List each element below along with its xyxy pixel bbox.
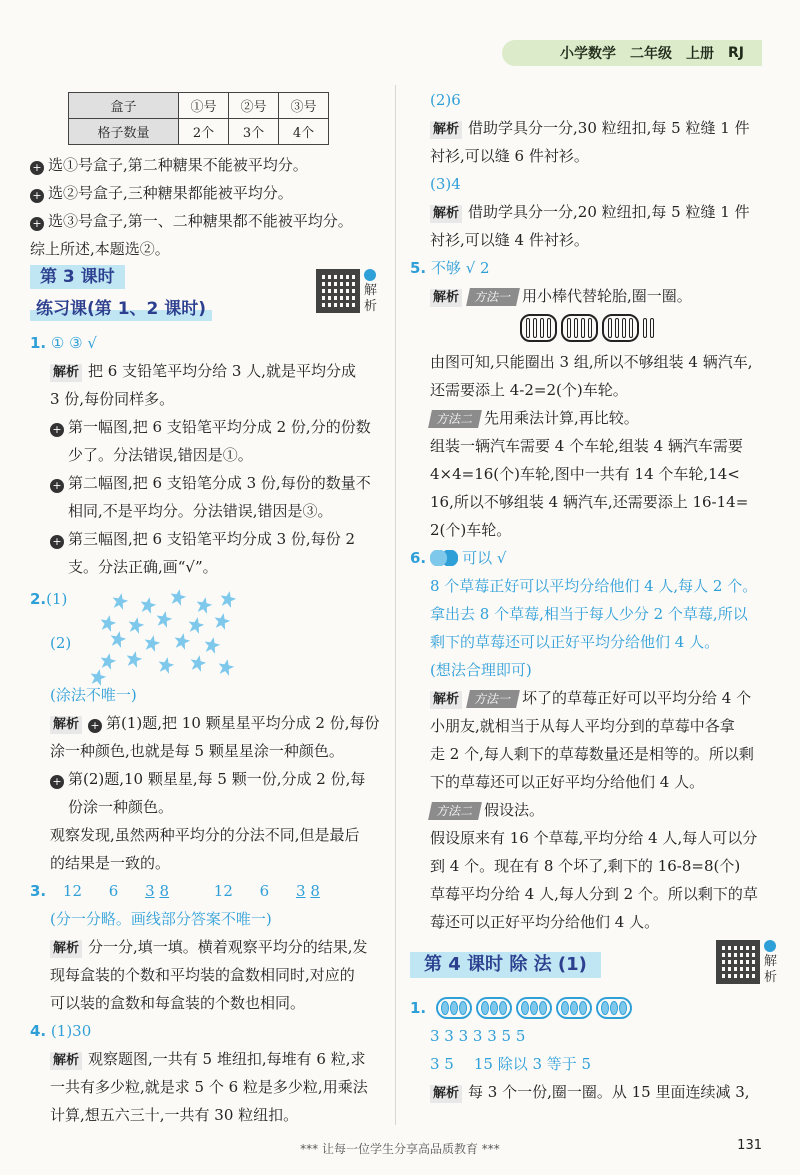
qr-label: 解析 — [364, 283, 378, 314]
list-item: + 选①号盒子,第二种糖果不能被平均分。 — [30, 151, 375, 179]
star-icon — [213, 612, 232, 631]
star-icon — [155, 610, 174, 629]
stick-remainder — [643, 314, 654, 342]
stick-group — [561, 314, 598, 342]
analysis-label: 解析 — [50, 1052, 82, 1070]
conclusion: 综上所述,本题选②。 — [30, 240, 170, 258]
arrow-icon — [764, 940, 776, 952]
qr-code-icon[interactable] — [716, 940, 760, 984]
plus-bullet-icon: + — [50, 535, 64, 549]
page-header — [502, 40, 762, 66]
list-item: + 选②号盒子,三种糖果都能被平均分。 — [30, 179, 375, 207]
lesson4-header — [410, 938, 778, 994]
plus-bullet-icon: + — [50, 479, 64, 493]
r1-answer: 1. — [410, 994, 775, 1022]
method-label: 方法一 — [466, 690, 520, 708]
q3-answer: 3. 12 6 3 8 12 6 3 8 — [30, 882, 320, 900]
qr-code-icon[interactable] — [316, 269, 360, 313]
analysis-label: 解析 — [430, 205, 462, 223]
flower-icon — [430, 550, 458, 566]
method-label: 方法二 — [428, 802, 482, 820]
table-cell: ①号 — [179, 93, 229, 119]
star-icon — [125, 650, 144, 669]
right-column: (2)6 解析 借助学具分一分,30 粒纽扣,每 5 粒缝 1 件 衬衫,可以缝 6 件衬衫。 (3)4 解析 借助学具分一分,20 粒纽扣,每 5 粒缝 1 件 衬衫,可以缝 4 件衬衫。 5. 不够 √ 2 解析 方法一 用小棒代替轮胎,圈一圈。 由图可知,只能圈出 3 组,所以不够组装 4 辆汽车, 还需要添上 4-2=2(个)车轮。 方法二 先用乘法计算,再比较。 组装一辆汽车需要 4 个车轮,组装 4 辆汽车需要 4×4=16(个)车轮,图中一共有 14 个车轮,14< 16,所以不够组装 4 辆汽车,还需要添上 16-14= 2(个)车轮。 6. 可以 √ 8 个草莓正好可以平均分给他们 4 人,每人 2 个。 拿出去 8 个草莓,相当于每人少分 2 个草莓,所以 剩下的草莓还可以正好平均分给他们 4 人。 (想法合理即可) 解析 方法一 坏了的草莓正好可以平均分给 4 个 小朋友,就相当于从每人平均分到的草莓中各拿 走 2 个,每人剩下的草莓数量还是相等的。所以剩 下的草莓还可以正好平均分给他们 4 人。 方法二 假设法。 假设原来有 16 个草莓,平均分给 4 人,每人可以分 到 4 个。现在有 8 个坏了,剩下的 16-8=8(个) 草莓平均分给 4 人,每人分到 2 个。所以剩下的草 莓还可以正好平均分给他们 4 人。 第 4 课时 除 法 (1) 解析 1. 3 3 3 3 3 5 5 3 5 15 除以 3 等于 5 解析 每 3 个一份,圈一圈。从 15 里面连续减 3, — [410, 91, 778, 1101]
box-table — [68, 92, 329, 145]
table-cell: 盒子 — [69, 93, 179, 119]
analysis-label: 解析 — [430, 1085, 462, 1103]
arrow-icon — [364, 269, 376, 281]
q1-analysis: 解析 把 6 支铅笔平均分给 3 人,就是平均分成 — [30, 357, 375, 385]
lesson3-subtitle: 练习课(第 1、2 课时) — [30, 297, 212, 321]
header-subject: 小学数学 — [560, 46, 616, 62]
plus-bullet-icon: + — [30, 161, 44, 175]
plus-bullet-icon: + — [30, 217, 44, 231]
q4-answer: 4. (1)30 — [30, 1022, 92, 1040]
table-cell: ②号 — [229, 93, 279, 119]
qr-label: 解析 — [764, 954, 778, 985]
plus-bullet-icon: + — [30, 189, 44, 203]
star-icon — [189, 654, 208, 673]
star-icon — [139, 596, 158, 615]
ovals-diagram — [436, 997, 632, 1019]
table-cell: 3个 — [229, 119, 279, 145]
stick-group — [602, 314, 639, 342]
star-icon — [203, 636, 222, 655]
table-row — [69, 93, 329, 119]
star-icon — [157, 656, 176, 675]
list-item: + 第二幅图,把 6 支铅笔分成 3 份,每份的数量不 — [30, 469, 375, 497]
star-icon — [143, 634, 162, 653]
header-edition: RJ — [728, 45, 744, 61]
lesson3-header — [30, 265, 378, 323]
table-cell: 格子数量 — [69, 119, 179, 145]
analysis-label: 解析 — [430, 121, 462, 139]
q2-stars: 2.(1) (2) — [30, 581, 375, 681]
star-icon — [195, 596, 214, 615]
stick-group — [520, 314, 557, 342]
star-icon — [217, 658, 236, 677]
table-cell: ③号 — [279, 93, 329, 119]
footer-slogan: *** 让每一位学生分享高品质教育 *** — [300, 1142, 500, 1156]
q6-answer: 6. 可以 √ — [410, 549, 507, 567]
plus-bullet-icon: + — [88, 719, 102, 733]
analysis-label: 解析 — [430, 691, 462, 709]
star-icon — [111, 592, 130, 611]
analysis-label: 解析 — [50, 940, 82, 958]
left-column: 盒子 ①号 ②号 ③号 格子数量 2个 3个 4个 + 选①号盒子,第二种糖果不能被平均分。 + 选②号盒子,三种糖果都能被平均分。 + 选③号盒子,第一、二种糖果都不能被平均分。 综上所述,本题选②。 第 3 课时 练习课(第 1、2 课时) 解析 1. ① ③ √ 解析 把 6 支铅笔平均分给 3 人,就是平均分成 3 份,每份同样多。 + 第一幅图,把 6 支铅笔平均分成 2 份,分的份数 少了。分法错误,错因是①。 + 第二幅图,把 6 支铅笔分成 3 份,每份的数量不 相同,不是平均分。分法错误,错因是③。 + 第三幅图,把 6 支铅笔平均分成 3 份,每份 2 支。分法正确,画“√”。 2.(1) (2) (涂法不唯一) 解析 + 第(1)题,把 10 颗星星平均分成 2 份,每份 涂一种颜色,也就是每 5 颗星星涂一种颜色。 + 第(2)题,10 颗星星,每 5 颗一份,分成 2 份,每 份涂一种颜色。 观察发现,虽然两种平均分的分法不同,但是最后 的结果是一致的。 3. 12 6 3 8 12 6 3 8 (分一分略。画线部分答案不唯一) 解析 分一分,填一填。横着观察平均分的结果,发 现每盒装的个数和平均装的盒数相同时,对应的 可以装的盒数和每盒装的个数也相同。 4. (1)30 解析 观察题图,一共有 5 堆纽扣,每堆有 6 粒,求 一共有多少粒,就是求 5 个 6 粒是多少粒,用乘法 计算,想五六三十,一共有 30 粒纽扣。 — [30, 88, 375, 1129]
star-icon — [99, 652, 118, 671]
q5-answer: 5. 不够 √ 2 — [410, 259, 490, 277]
list-item: + 第一幅图,把 6 支铅笔平均分成 2 份,分的份数 — [30, 413, 375, 441]
star-icon — [169, 588, 188, 607]
lesson4-title: 第 4 课时 除 法 (1) — [410, 952, 601, 978]
plus-bullet-icon: + — [50, 775, 64, 789]
method-label: 方法一 — [466, 288, 520, 306]
header-grade: 二年级 — [630, 46, 672, 62]
column-divider — [395, 85, 396, 1125]
q1-answer: 1. ① ③ √ — [30, 334, 97, 352]
analysis-label: 解析 — [430, 289, 462, 307]
star-icon — [187, 616, 206, 635]
star-icon — [127, 616, 146, 635]
analysis-label: 解析 — [50, 716, 82, 734]
header-term: 上册 — [686, 46, 714, 62]
analysis-label: 解析 — [50, 364, 82, 382]
page-number: 131 — [737, 1138, 762, 1153]
plus-bullet-icon: + — [50, 423, 64, 437]
table-cell: 4个 — [279, 119, 329, 145]
lesson3-title: 第 3 课时 — [30, 265, 125, 289]
star-icon — [173, 632, 192, 651]
list-item: + 选③号盒子,第一、二种糖果都不能被平均分。 — [30, 207, 375, 235]
table-row — [69, 119, 329, 145]
star-icon — [219, 590, 238, 609]
star-icon — [99, 614, 118, 633]
sticks-diagram — [520, 314, 775, 342]
star-icon — [109, 630, 128, 649]
table-cell: 2个 — [179, 119, 229, 145]
list-item: + 第三幅图,把 6 支铅笔平均分成 3 份,每份 2 — [30, 525, 375, 553]
method-label: 方法二 — [428, 410, 482, 428]
